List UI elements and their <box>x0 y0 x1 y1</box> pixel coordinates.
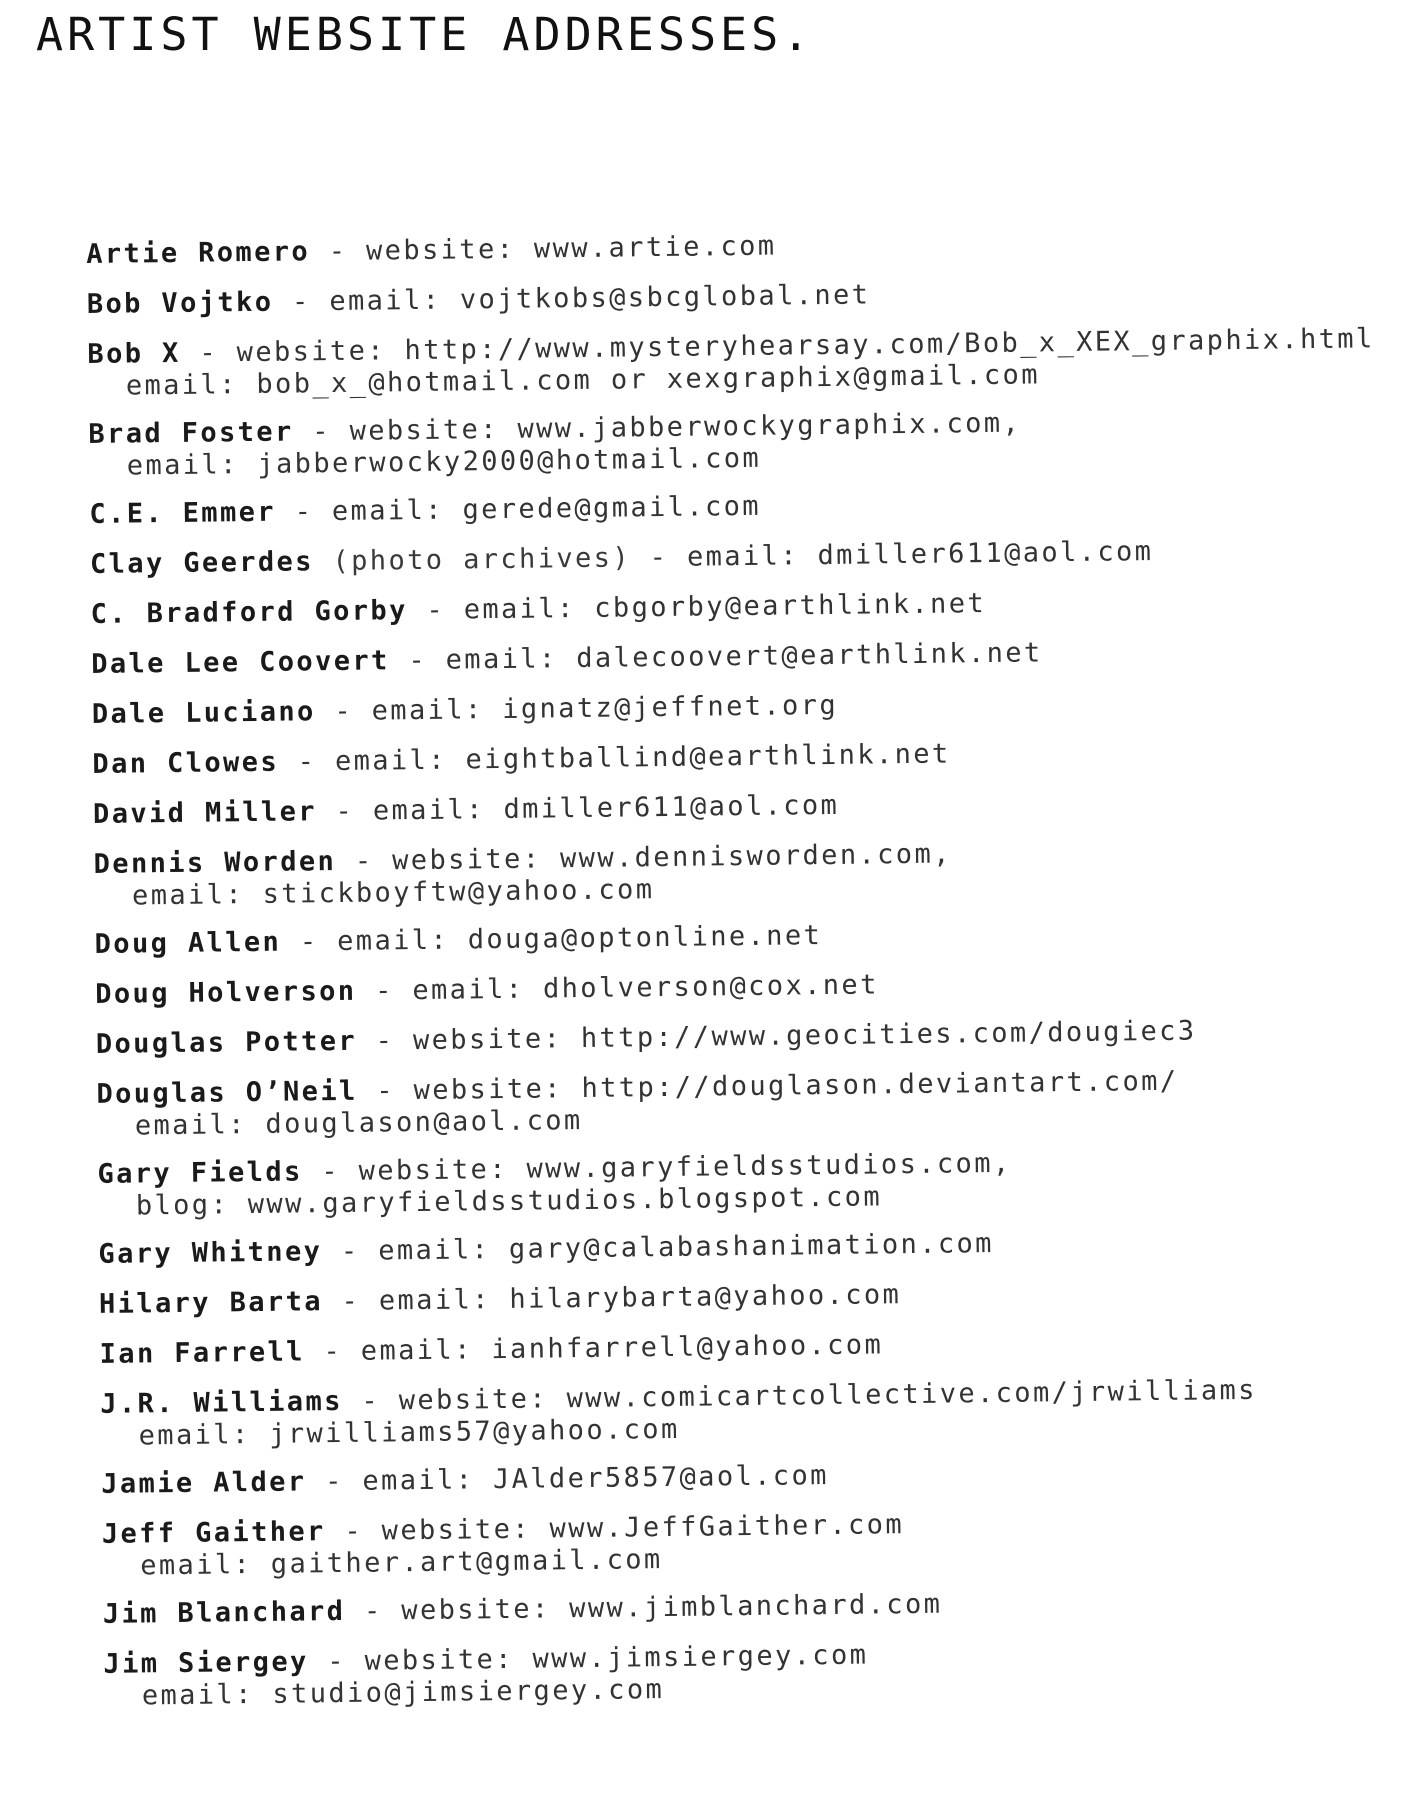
artist-name: Dennis Worden <box>93 845 337 880</box>
artist-name: Bob X <box>87 337 181 370</box>
artist-entry <box>98 1220 1398 1274</box>
contact-detail: - email: dholverson@cox.net <box>356 969 879 1007</box>
artist-name: Doug Allen <box>94 926 282 960</box>
contact-detail-continued: email: bob_x_@hotmail.com or xexgraphix@gmail.com <box>125 359 1041 402</box>
contact-detail: - email: ignatz@jeffnet.org <box>315 689 839 728</box>
contact-detail: - email: cbgorby@earthlink.net <box>407 588 987 627</box>
artist-name: C. Bradford Gorby <box>90 595 408 630</box>
contact-detail: - email: ianhfarrell@yahoo.com <box>304 1329 884 1368</box>
contact-detail: - website: www.garyfieldsstudios.com, <box>302 1147 1012 1188</box>
artist-entry <box>103 1580 1403 1634</box>
contact-detail: - email: eightballind@earthlink.net <box>278 738 951 778</box>
contact-detail: - website: www.dennisworden.com, <box>336 838 952 877</box>
artist-name: Ian Farrell <box>99 1336 306 1370</box>
artist-entry <box>89 480 1389 534</box>
artist-entry <box>103 1630 1404 1714</box>
artist-entry <box>94 910 1394 964</box>
contact-detail-continued: email: jabberwocky2000@hotmail.com <box>126 442 762 482</box>
artist-entry <box>90 580 1390 634</box>
contact-detail-continued: email: studio@jimsiergey.com <box>141 1674 665 1712</box>
artist-entry <box>87 320 1388 404</box>
artist-name: Jim Blanchard <box>102 1595 346 1630</box>
artist-name: Artie Romero <box>86 236 311 270</box>
artist-entry <box>102 1500 1403 1584</box>
contact-detail: - email: dmiller611@aol.com <box>630 535 1154 574</box>
contact-detail: - email: gerede@gmail.com <box>275 490 762 528</box>
artist-entry <box>100 1370 1401 1454</box>
artist-entry <box>99 1270 1399 1324</box>
artist-name: Dan Clowes <box>92 746 280 780</box>
artist-name: C.E. Emmer <box>89 496 277 530</box>
artist-list <box>86 220 1404 1726</box>
contact-detail: - website: http://douglason.deviantart.com/ <box>357 1065 1179 1107</box>
artist-name: Hilary Barta <box>98 1286 324 1320</box>
contact-detail-continued: blog: www.garyfieldsstudios.blogspot.com <box>135 1181 883 1222</box>
contact-detail: - website: www.jimblanchard.com <box>345 1588 943 1627</box>
contact-detail: - website: www.jabberwockygraphix.com, <box>293 407 1022 448</box>
artist-entry <box>92 680 1392 734</box>
artist-name: Jamie Alder <box>101 1466 307 1500</box>
artist-name: Doug Holverson <box>95 975 357 1010</box>
contact-detail-continued: email: stickboyftw@yahoo.com <box>131 874 655 912</box>
contact-detail: - email: JAlder5857@aol.com <box>306 1460 829 1498</box>
contact-detail-continued: email: jrwilliams57@yahoo.com <box>138 1413 680 1452</box>
contact-detail: - email: douga@optonline.net <box>281 920 823 958</box>
contact-detail: - email: dmiller611@aol.com <box>316 789 840 828</box>
artist-name: Clay Geerdes <box>89 546 315 580</box>
artist-entry <box>99 1320 1399 1374</box>
artist-name: Douglas O’Neil <box>96 1075 358 1110</box>
artist-entry <box>96 1010 1396 1064</box>
artist-entry <box>90 530 1390 584</box>
contact-detail: - email: hilarybarta@yahoo.com <box>322 1279 902 1318</box>
artist-name: Bob Vojtko <box>86 286 274 320</box>
artist-name: J.R. Williams <box>100 1385 343 1420</box>
artist-name: Douglas Potter <box>95 1025 358 1060</box>
contact-detail: - website: http://www.geocities.com/dougiec3 <box>356 1015 1197 1057</box>
artist-entry <box>93 830 1394 914</box>
artist-name: Gary Whitney <box>98 1236 323 1270</box>
contact-detail: - website: www.comicartcollective.com/jrwilliams <box>342 1374 1258 1417</box>
artist-name: Jeff Gaither <box>101 1516 326 1550</box>
artist-entry <box>96 1060 1397 1144</box>
artist-entry <box>97 1140 1398 1224</box>
artist-entry <box>93 780 1393 834</box>
contact-detail: - email: vojtkobs@sbcglobal.net <box>273 279 871 318</box>
artist-name: Dale Lee Coovert <box>91 645 390 680</box>
artist-note: (photo archives) <box>313 542 632 578</box>
contact-detail: - website: www.artie.com <box>309 230 777 268</box>
artist-name: Brad Foster <box>88 416 294 450</box>
artist-name: Jim Siergey <box>103 1646 309 1680</box>
artist-entry <box>92 730 1392 784</box>
artist-entry <box>91 630 1391 684</box>
artist-name: Dale Luciano <box>91 696 316 730</box>
artist-name: Gary Fields <box>97 1156 303 1190</box>
artist-entry <box>87 270 1387 324</box>
artist-entry <box>88 400 1389 484</box>
contact-detail: - email: dalecoovert@earthlink.net <box>389 637 1043 677</box>
contact-detail-continued: email: douglason@aol.com <box>134 1105 583 1142</box>
contact-detail: - website: www.jimsiergey.com <box>308 1639 869 1678</box>
artist-entry <box>101 1450 1401 1504</box>
contact-detail-continued: email: gaither.art@gmail.com <box>140 1544 663 1582</box>
contact-detail: - email: gary@calabashanimation.com <box>322 1227 995 1268</box>
contact-detail: - website: www.JeffGaither.com <box>325 1509 905 1548</box>
artist-entry <box>86 220 1386 274</box>
artist-name: David Miller <box>92 796 318 830</box>
contact-detail: - website: http://www.mysteryhearsay.com/Bob_x_XEX_graphix.html <box>180 323 1375 369</box>
page-title: ARTIST WEBSITE ADDRESSES. <box>36 8 814 61</box>
artist-entry <box>95 960 1395 1014</box>
